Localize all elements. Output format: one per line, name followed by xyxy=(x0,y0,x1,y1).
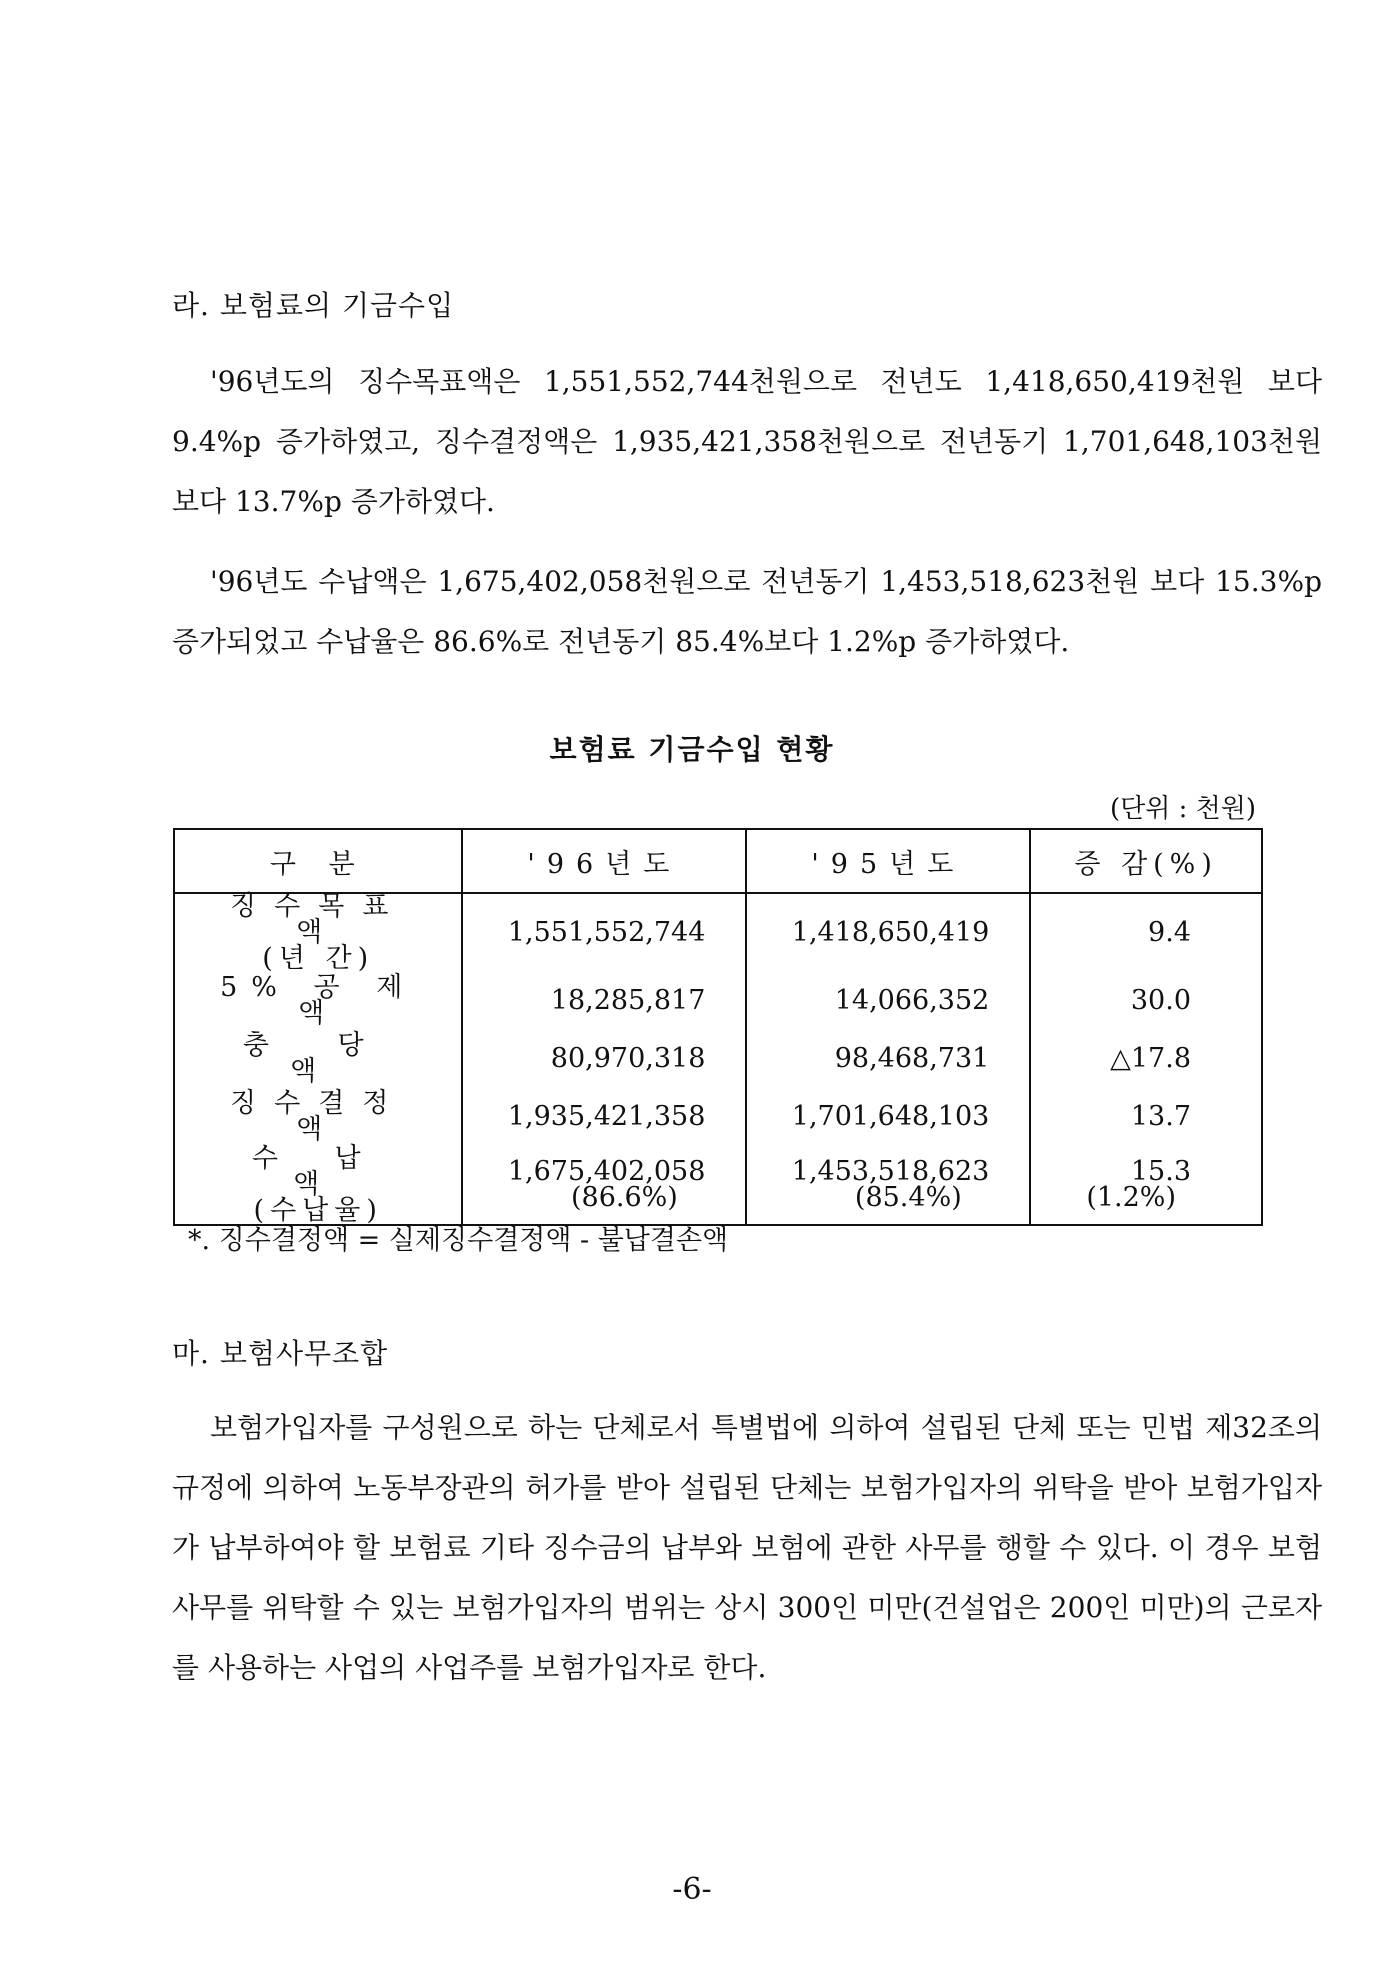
row-label-main: 수 납 액 xyxy=(251,1143,385,1200)
cell-1996-rate: (86.6%) xyxy=(570,1182,678,1213)
paragraph-text: 보험가입자를 구성원으로 하는 단체로서 특별법에 의하여 설립된 단체 또는 민법 제32조의 규정에 의하여 노동부장관의 허가를 받아 설립된 단체는 보험가입자의 위탁을 받아 보험가입자가 납부하여야 할 보험료 기타 징수금의 납부와 보험에 관한 사무를 행할 수 있다. 이 경우 보험사무를 위탁할 수 있는 보험가입자의 범위는 상시 300인 미만(건설업은 200인 미만)의 근로자를 사용하는 사업의 사업주를 보험가입자로 한다. xyxy=(172,1411,1322,1684)
header-change: 증 감(%) xyxy=(1030,829,1262,893)
cell-change: 13.7 xyxy=(1030,1088,1262,1146)
header-category: 구 분 xyxy=(174,829,462,893)
table-row xyxy=(174,1088,1262,1146)
cell-1995: 98,468,731 xyxy=(746,1030,1030,1088)
page-number: -6- xyxy=(672,1872,712,1907)
section-ma-heading: 마. 보험사무조합 xyxy=(172,1337,389,1370)
cell-change: 9.4 xyxy=(1030,893,1262,972)
row-label xyxy=(174,893,462,972)
cell-change: 30.0 xyxy=(1030,972,1262,1030)
row-label: 충 당 액 xyxy=(174,1030,462,1088)
cell-1995: 1,418,650,419 xyxy=(746,893,1030,972)
table-title: 보험료 기금수입 현황 xyxy=(549,733,835,766)
cell-1995-value: 1,453,518,623 xyxy=(791,1156,990,1187)
header-1996: '96년도 xyxy=(462,829,746,893)
cell-1996 xyxy=(462,1146,746,1225)
cell-1995 xyxy=(746,1146,1030,1225)
cell-1996: 80,970,318 xyxy=(462,1030,746,1088)
cell-1996-value: 1,675,402,058 xyxy=(507,1156,706,1187)
section-ra-paragraph-1 xyxy=(172,352,1322,532)
row-label-main: 징수목표액 xyxy=(230,891,407,948)
table-header-row xyxy=(174,829,1262,893)
cell-1996: 1,935,421,358 xyxy=(462,1088,746,1146)
paragraph-text: '96년도 수납액은 1,675,402,058천원으로 전년동기 1,453,518,623천원 보다 15.3%p 증가되었고 수납율은 86.6%로 전년동기 85.4%보다 1.2%p 증가하였다. xyxy=(172,565,1322,658)
row-label-sub: (수납율) xyxy=(253,1195,383,1226)
table-row xyxy=(174,893,1262,972)
cell-1996: 18,285,817 xyxy=(462,972,746,1030)
cell-1995-rate: (85.4%) xyxy=(854,1182,962,1213)
cell-1995: 1,701,648,103 xyxy=(746,1088,1030,1146)
table-row xyxy=(174,972,1262,1030)
row-label: 징수결정액 xyxy=(174,1088,462,1146)
table-row xyxy=(174,1030,1262,1088)
table-footnote: *. 징수결정액 = 실제징수결정액 - 불납결손액 xyxy=(188,1225,729,1256)
row-label: 5% 공 제 액 xyxy=(174,972,462,1030)
section-ma-paragraph xyxy=(172,1398,1322,1698)
row-label-sub: (년 간) xyxy=(262,943,375,974)
cell-1995: 14,066,352 xyxy=(746,972,1030,1030)
cell-change xyxy=(1030,1146,1262,1225)
income-table xyxy=(173,828,1263,1226)
cell-change-rate: (1.2%) xyxy=(1086,1182,1176,1213)
section-ra-heading: 라. 보험료의 기금수입 xyxy=(172,289,455,322)
cell-change: △17.8 xyxy=(1030,1030,1262,1088)
paragraph-text: '96년도의 징수목표액은 1,551,552,744천원으로 전년도 1,418,650,419천원 보다 9.4%p 증가하였고, 징수결정액은 1,935,421,358천원으로 전년동기 1,701,648,103천원 보다 13.7%p 증가하였다. xyxy=(172,365,1322,518)
cell-change-value: 15.3 xyxy=(1130,1156,1191,1187)
row-label xyxy=(174,1143,462,1226)
table-unit: (단위 : 천원) xyxy=(1109,794,1256,824)
table-row xyxy=(174,1146,1262,1225)
section-ra-paragraph-2 xyxy=(172,552,1322,672)
header-1995: '95년도 xyxy=(746,829,1030,893)
cell-1996: 1,551,552,744 xyxy=(462,893,746,972)
